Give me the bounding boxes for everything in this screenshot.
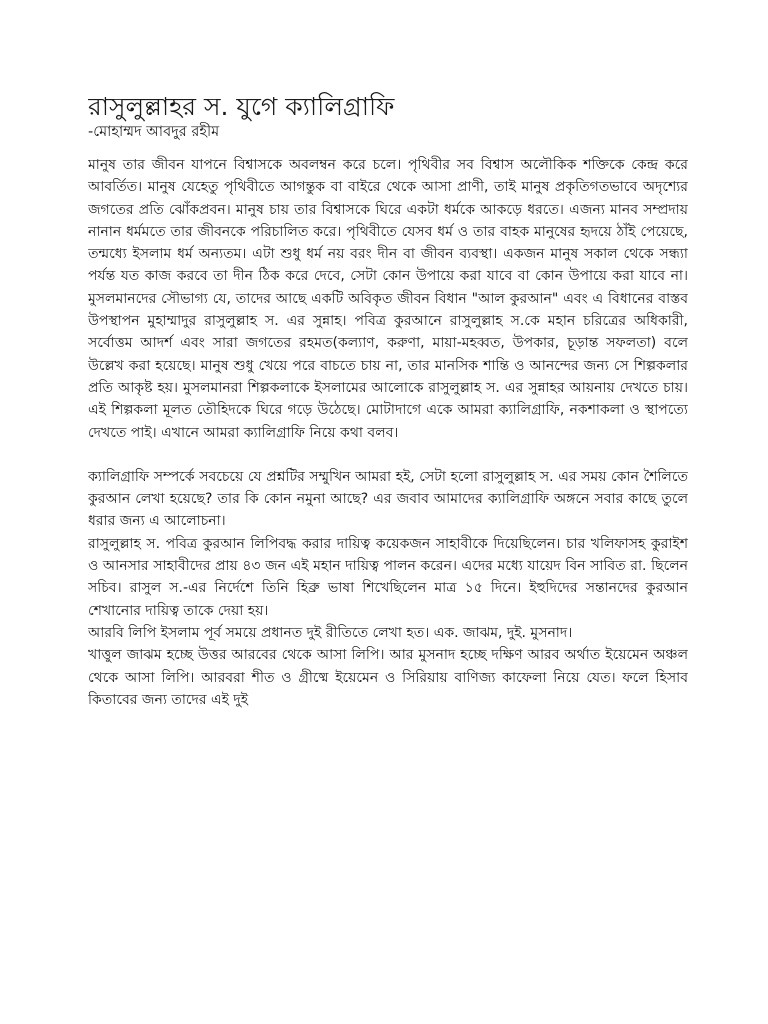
document-page (88, 92, 688, 1012)
paragraph-gap (88, 444, 688, 466)
document-author: -মোহাম্মদ আবদুর রহীম (88, 124, 220, 140)
paragraph-question: ক্যালিগ্রাফি সম্পর্কে সবচেয়ে যে প্রশ্নটির সম্মুখিন আমরা হই, সেটা হলো রাসুলুল্লাহ স. এর সময় কোন শৈলিতে কুরআন লেখা হয়েছে? তার কি কোন নমুনা আছে? এর জবাব আমাদের ক্যালিগ্রাফি অঙ্গনে সবার কাছে তুলে ধরার জন্য এ আলোচনা। (88, 468, 688, 530)
paragraph-intro: মানুষ তার জীবন যাপনে বিশ্বাসকে অবলম্বন করে চলে। পৃথিবীর সব বিশ্বাস অলৌকিক শক্তিকে কেন্দ্র করে আবর্তিত। মানুষ যেহেতু পৃথিবীতে আগন্তুক বা বাইরে থেকে আসা প্রাণী, তাই মানুষ প্রকৃতিগতভাবে অদৃশ্যের জগতের প্রতি ঝোঁকপ্রবন। মানুষ চায় তার বিশ্বাসকে ঘিরে একটা ধর্মকে আকড়ে ধরতে। এজন্য মানব সম্প্রদায় নানান ধর্মমতে তার জীবনকে পরিচালিত করে। পৃথিবীতে যেসব ধর্ম ও তার বাহক মানুষের হৃদয়ে ঠাঁই পেয়েছে, তন্মধ্যে ইসলাম ধর্ম অন্যতম। এটা শুধু ধর্ম নয় বরং দীন বা জীবন ব্যবস্থা। একজন মানুষ সকাল থেকে সন্ধ্যা পর্যন্ত যত কাজ করবে তা দীন ঠিক করে দেবে, সেটা কোন উপায়ে করা যাবে বা কোন উপায়ে করা যাবে না। মুসলমানদের সৌভাগ্য যে, তাদের আছে একটি অবিকৃত জীবন বিধান "আল কুরআন" এবং এ বিধানের বাস্তব উপস্থাপন মুহাম্মাদুর রাসুলুল্লাহ স. এর সুন্নাহ। পবিত্র কুরআনে রাসুলুল্লাহ স.কে মহান চরিত্রের অধিকারী, সর্বোত্তম আদর্শ এবং সারা জগতের রহমত(কল্যাণ, করুণা, মায়া-মহব্বত, উপকার, চূড়ান্ত সফলতা) বলে উল্লেখ করা হয়েছে। মানুষ শুধু খেয়ে পরে বাচতে চায় না, তার মানসিক শান্তি ও আনন্দের জন্য সে শিল্পকলার প্রতি আকৃষ্ট হয়। মুসলমানরা শিল্পকলাকে ইসলামের আলোকে রাসুলুল্লাহ স. এর সুন্নাহর আয়নায় দেখতে চায়। এই শিল্পকলা মূলত তৌহিদকে ঘিরে গড়ে উঠেছে। মোটাদাগে একে আমরা ক্যালিগ্রাফি, নকশাকলা ও স্থাপত্যে দেখতে পাই। এখানে আমরা ক্যালিগ্রাফি নিয়ে কথা বলব। (88, 157, 688, 441)
paragraph-scripts: আরবি লিপি ইসলাম পূর্ব সময়ে প্রধানত দুই রীতিতে লেখা হত। এক. জাঝম, দুই. মুসনাদ। (88, 624, 573, 641)
paragraph-jazm-musnad: খাত্তুল জাঝম হচ্ছে উত্তর আরবের থেকে আসা লিপি। আর মুসনাদ হচ্ছে দক্ষিণ আরব অর্থাত ইয়েমেন অঞ্চল থেকে আসা লিপি। আরবরা শীত ও গ্রীষ্মে ইয়েমেন ও সিরিয়ায় বাণিজ্য কাফেলা নিয়ে যেত। ফলে হিসাব কিতাবের জন্য তাদের এই দুই (88, 647, 688, 708)
paragraph-scribes: রাসুলুল্লাহ স. পবিত্র কুরআন লিপিবদ্ধ করার দায়িত্ব কয়েকজন সাহাবীকে দিয়েছিলেন। চার খলিফাসহ কুরাইশ ও আনসার সাহাবীদের প্রায় ৪৩ জন এই মহান দায়িত্ব পালন করেন। এদের মধ্যে যায়েদ বিন সাবিত রা. ছিলেন সচিব। রাসুল স.-এর নির্দেশে তিনি হিব্রু ভাষা শিখেছিলেন মাত্র ১৫ দিনে। ইহুদিদের সন্তানদের কুরআন শেখানোর দায়িত্ব তাকে দেয়া হয়। (88, 535, 688, 619)
document-title: রাসুলুল্লাহর স. যুগে ক্যালিগ্রাফি (88, 92, 395, 121)
